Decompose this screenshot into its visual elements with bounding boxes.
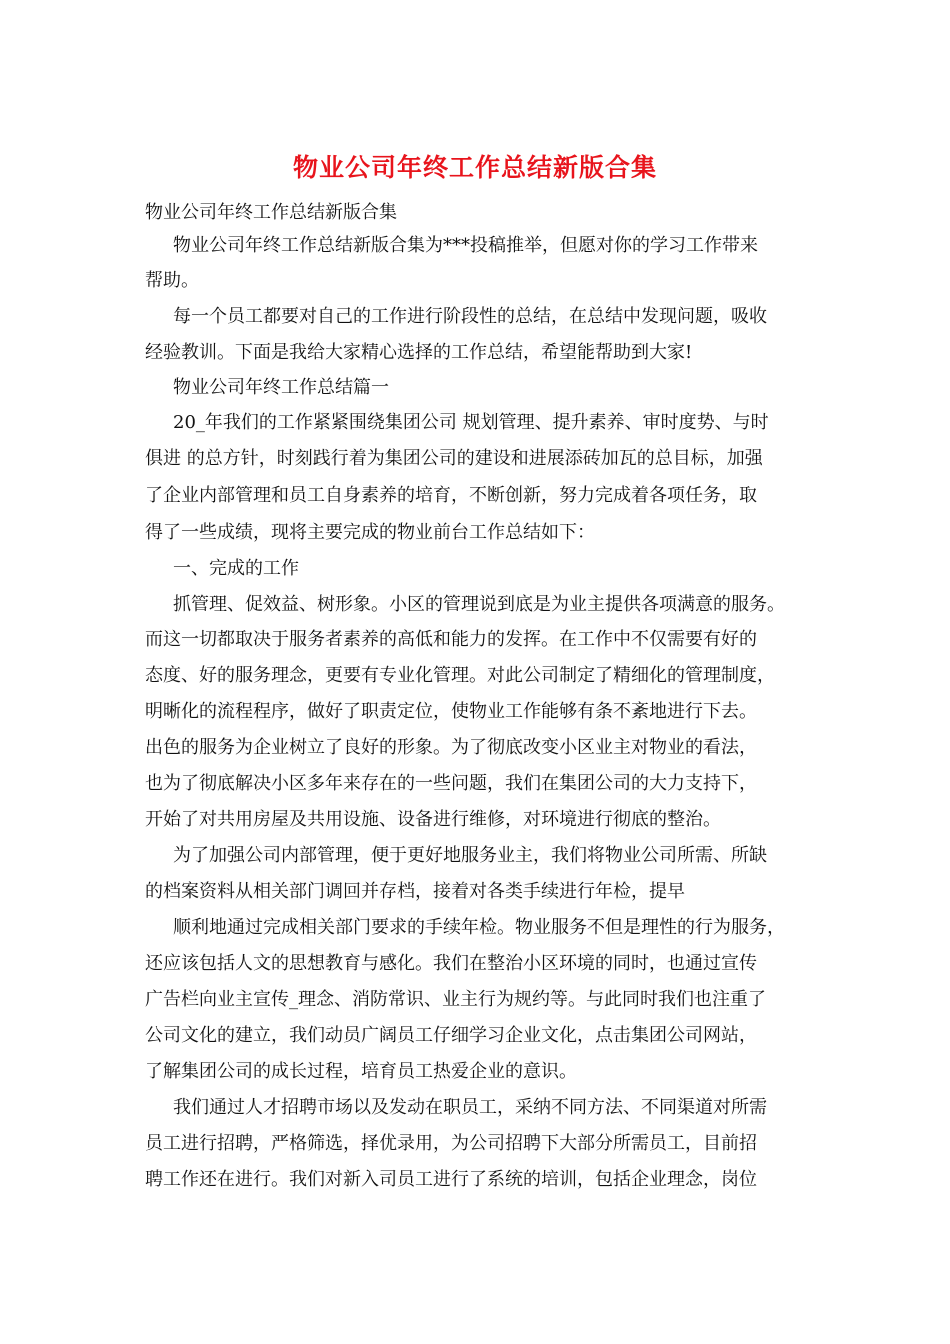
text-line: 帮助。 bbox=[145, 270, 199, 291]
text-line: 20_年我们的工作紧紧围绕集团公司 规划管理、提升素养、审时度势、与时 bbox=[173, 412, 769, 433]
text-line: 得了一些成绩，现将主要完成的物业前台工作总结如下： bbox=[145, 522, 595, 543]
text-line: 开始了对共用房屋及共用设施、设备进行维修，对环境进行彻底的整治。 bbox=[145, 809, 721, 830]
text-line: 物业公司年终工作总结新版合集 bbox=[145, 202, 397, 223]
text-line: 了解集团公司的成长过程，培育员工热爱企业的意识。 bbox=[145, 1061, 577, 1082]
text-line: 了企业内部管理和员工自身素养的培育，不断创新，努力完成着各项任务，取 bbox=[145, 485, 757, 506]
text-line: 为了加强公司内部管理，便于更好地服务业主，我们将物业公司所需、所缺 bbox=[173, 845, 767, 866]
text-line: 抓管理、促效益、树形象。小区的管理说到底是为业主提供各项满意的服务。 bbox=[173, 594, 785, 615]
text-line: 而这一切都取决于服务者素养的高低和能力的发挥。在工作中不仅需要有好的 bbox=[145, 629, 757, 650]
text-line: 物业公司年终工作总结篇一 bbox=[173, 377, 389, 398]
text-line: 一、完成的工作 bbox=[173, 558, 299, 579]
text-line: 俱进 的总方针，时刻践行着为集团公司的建设和进展添砖加瓦的总目标，加强 bbox=[145, 448, 763, 469]
text-line: 公司文化的建立，我们动员广阔员工仔细学习企业文化，点击集团公司网站， bbox=[145, 1025, 757, 1046]
text-line: 经验教训。下面是我给大家精心选择的工作总结，希望能帮助到大家! bbox=[145, 342, 693, 363]
text-line: 还应该包括人文的思想教育与感化。我们在整治小区环境的同时，也通过宣传 bbox=[145, 953, 757, 974]
text-line: 我们通过人才招聘市场以及发动在职员工，采纳不同方法、不同渠道对所需 bbox=[173, 1097, 767, 1118]
text-line: 明晰化的流程程序，做好了职责定位，使物业工作能够有条不紊地进行下去。 bbox=[145, 701, 757, 722]
text-line: 广告栏向业主宣传_理念、消防常识、业主行为规约等。与此同时我们也注重了 bbox=[145, 989, 766, 1010]
document-title: 物业公司年终工作总结新版合集 bbox=[292, 153, 657, 182]
text-line: 员工进行招聘，严格筛选，择优录用，为公司招聘下大部分所需员工，目前招 bbox=[145, 1133, 757, 1154]
text-line: 每一个员工都要对自己的工作进行阶段性的总结，在总结中发现问题，吸收 bbox=[173, 306, 767, 327]
text-line: 也为了彻底解决小区多年来存在的一些问题，我们在集团公司的大力支持下， bbox=[145, 773, 757, 794]
text-line: 顺利地通过完成相关部门要求的手续年检。物业服务不但是理性的行为服务， bbox=[173, 917, 785, 938]
text-line: 出色的服务为企业树立了良好的形象。为了彻底改变小区业主对物业的看法， bbox=[145, 737, 757, 758]
text-line: 聘工作还在进行。我们对新入司员工进行了系统的培训，包括企业理念，岗位 bbox=[145, 1169, 757, 1190]
text-line: 态度、好的服务理念，更要有专业化管理。对此公司制定了精细化的管理制度， bbox=[145, 665, 775, 686]
text-line: 的档案资料从相关部门调回并存档，接着对各类手续进行年检，提早 bbox=[145, 881, 685, 902]
text-line: 物业公司年终工作总结新版合集为***投稿推举，但愿对你的学习工作带来 bbox=[173, 235, 758, 256]
